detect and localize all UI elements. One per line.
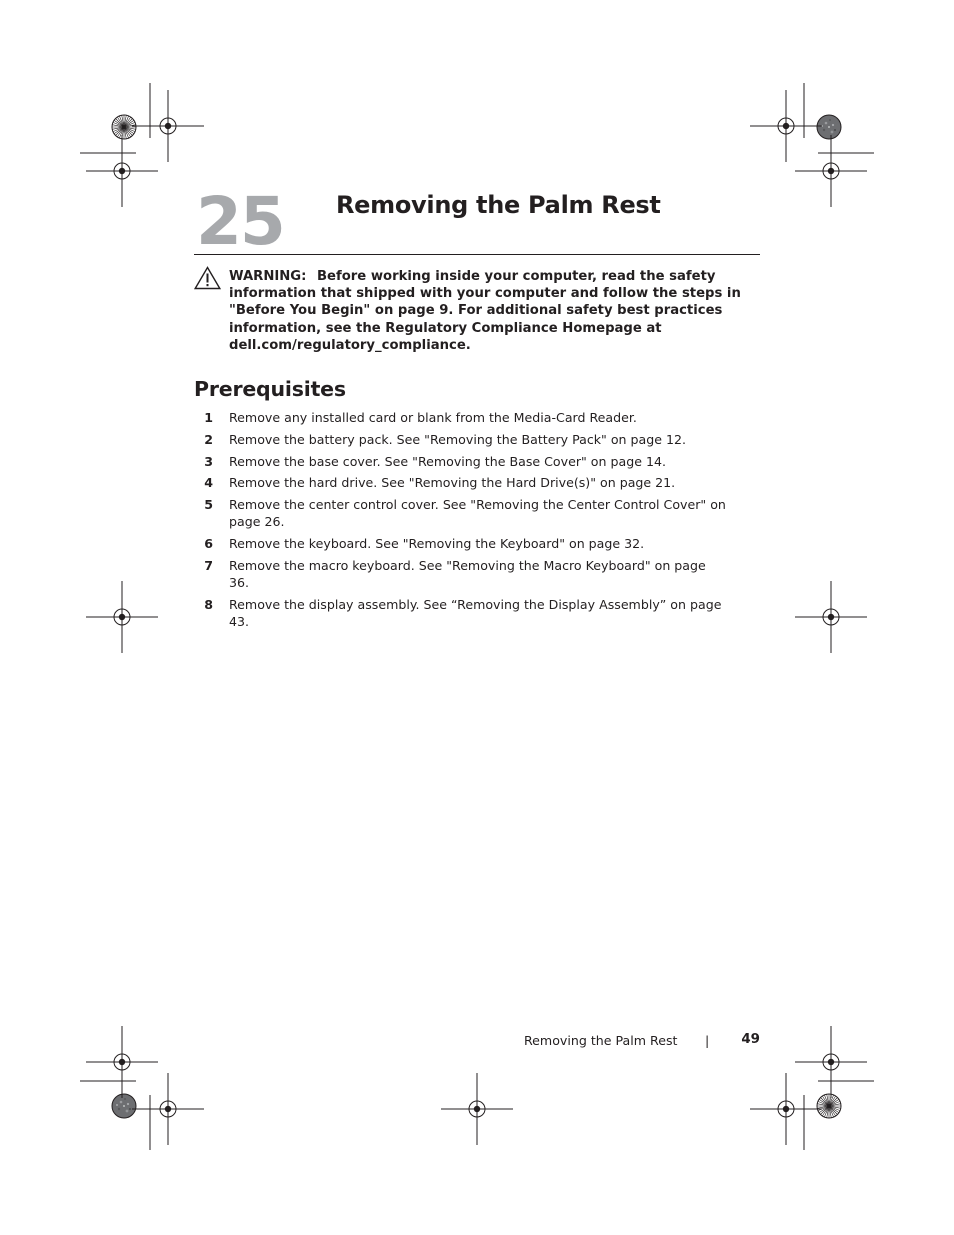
warning-triangle-icon: [194, 266, 221, 290]
step-number: 8: [204, 596, 213, 612]
step-text: Remove the keyboard. See "Removing the Keyboard" on page 32.: [229, 535, 645, 551]
prerequisites-list: [194, 409, 760, 634]
list-item: [194, 409, 760, 426]
step-text: Remove the center control cover. See "Removing the Center Control Cover" on page 26.: [229, 497, 726, 530]
step-number: 7: [204, 557, 213, 573]
footer-page-number: 49: [741, 1032, 760, 1047]
step-text: Remove the display assembly. See “Removing the Display Assembly” on page 43.: [229, 596, 722, 629]
list-item: [194, 557, 760, 591]
chapter-number: 25: [196, 183, 284, 260]
step-number: 5: [204, 497, 213, 513]
title-divider: [194, 254, 760, 255]
list-item: [194, 431, 760, 448]
chapter-title: Removing the Palm Rest: [336, 191, 661, 219]
footer-separator: |: [705, 1033, 710, 1048]
list-item: [194, 453, 760, 470]
prerequisites-heading: Prerequisites: [194, 377, 346, 401]
warning-body: Before working inside your computer, read the safety information that shipped with your computer and follow the steps in "Before You Begin" on page 9. For additional safety best practices information, see the Regulatory Compliance Homepage at dell.com/regulatory_compliance.: [229, 269, 741, 353]
list-item: [194, 496, 760, 530]
list-item: [194, 596, 760, 630]
step-number: 4: [204, 475, 213, 491]
list-item: [194, 535, 760, 552]
step-text: Remove the hard drive. See "Removing the Hard Drive(s)" on page 21.: [229, 475, 676, 491]
step-number: 2: [204, 431, 213, 447]
step-text: Remove the macro keyboard. See "Removing the Macro Keyboard" on page 36.: [229, 557, 706, 590]
step-number: 6: [204, 535, 213, 551]
step-text: Remove the base cover. See "Removing the Base Cover" on page 14.: [229, 453, 666, 469]
warning-label: WARNING:: [229, 269, 307, 284]
list-item: [194, 474, 760, 491]
warning-text-block: [229, 268, 759, 354]
step-number: 1: [204, 410, 213, 425]
step-number: 3: [204, 453, 213, 469]
step-text: Remove the battery pack. See "Removing the Battery Pack" on page 12.: [229, 431, 687, 447]
step-text: Remove any installed card or blank from the Media-Card Reader.: [229, 410, 637, 425]
footer-section-title: Removing the Palm Rest: [524, 1033, 678, 1048]
